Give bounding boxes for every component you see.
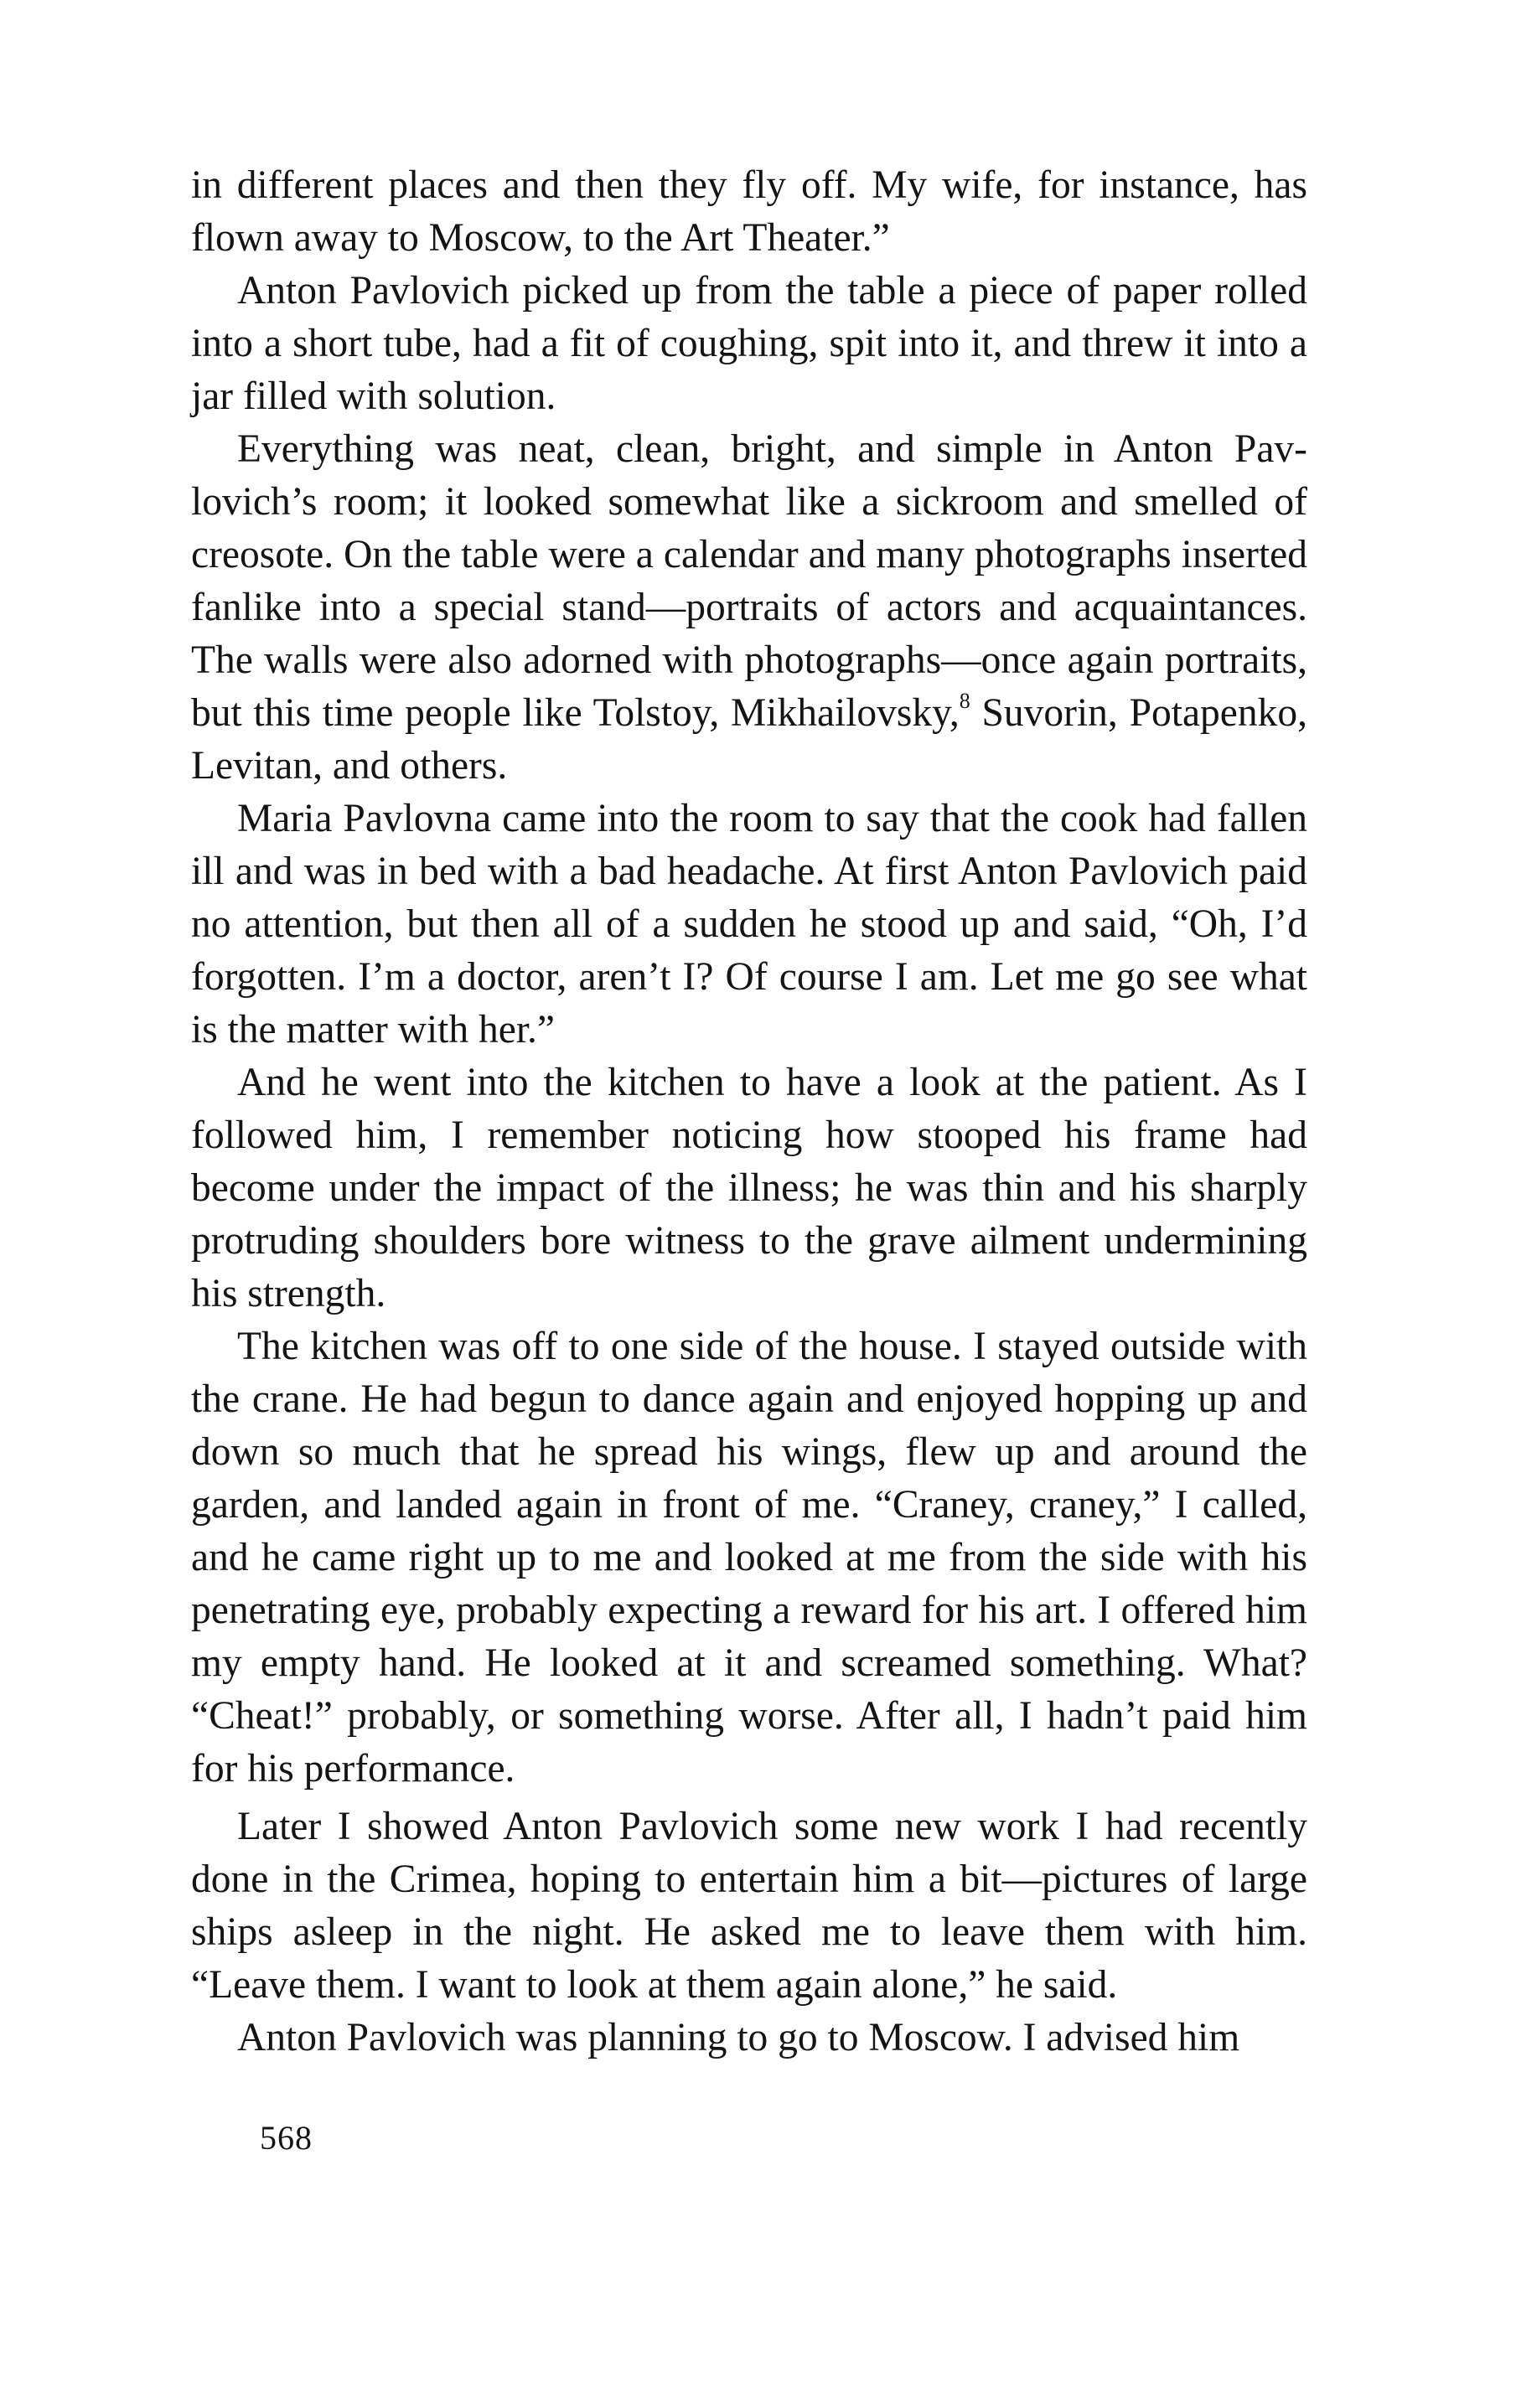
paragraph-5: And he went into the kitchen to have a look at the patient. As I followed him, I remember noticing how stooped his frame had become under the impact of the illness; he was thin and his sharply protruding shoulders bore witness to the grave ailment undermining his strength.: [191, 1061, 1307, 1315]
paragraph-2: Anton Pavlovich picked up from the table a piece of paper rolled into a short tube, had a fit of coughing, spit into it, and threw it into a jar filled with solution.: [191, 269, 1307, 418]
paragraph-3-text: Everything was neat, clean, bright, and simple in Anton Pavlovich’s room; it looked somewhat like a sickroom and smelled of creosote. On the table were a calendar and many photographs inserted fanlike into a special stand—portraits of actors and acquaintances. The walls were also adorned with photographs—once again portraits, but this time people like Tolstoy, Mikhailovsky,: [191, 427, 1307, 735]
paragraph-8: Anton Pavlovich was planning to go to Moscow. I advised him: [237, 2016, 1240, 2059]
paragraph-4: Maria Pavlovna came into the room to say that the cook had fallen ill and was in bed with a bad headache. At first Anton Pavlovich paid no attention, but then all of a sudden he stood up and said, “Oh, I’d forgotten. I’m a doctor, aren’t I? Of course I am. Let me go see what is the matter with her.”: [191, 797, 1307, 1052]
page-number: 568: [260, 2119, 313, 2157]
paragraph-1: in different places and then they fly off. My wife, for instance, has flown away to Moscow, to the Art Theater.”: [191, 163, 1307, 260]
paragraph-3-text-after: Suvorin, Potapenko, Levitan, and others.: [191, 691, 1307, 788]
paragraph-7: Later I showed Anton Pavlovich some new work I had recently done in the Crimea, hoping to entertain him a bit—pictures of large ships asleep in the night. He asked me to leave them with him. “Leave them. I want to look at them again alone,” he said.: [191, 1805, 1307, 2007]
footnote-marker: 8: [959, 689, 970, 714]
page-body: [191, 159, 1307, 2064]
paragraph-6: The kitchen was off to one side of the house. I stayed outside with the crane. He had begun to dance again and enjoyed hopping up and down so much that he spread his wings, flew up and around the garden, and landed again in front of me. “Craney, craney,” I called, and he came right up to me and looked at me from the side with his penetrating eye, probably expecting a reward for his art. I offered him my empty hand. He looked at it and screamed something. What? “Cheat!” probably, or something worse. After all, I hadn’t paid him for his performance.: [191, 1325, 1307, 1790]
paragraph-3: [191, 423, 1307, 793]
